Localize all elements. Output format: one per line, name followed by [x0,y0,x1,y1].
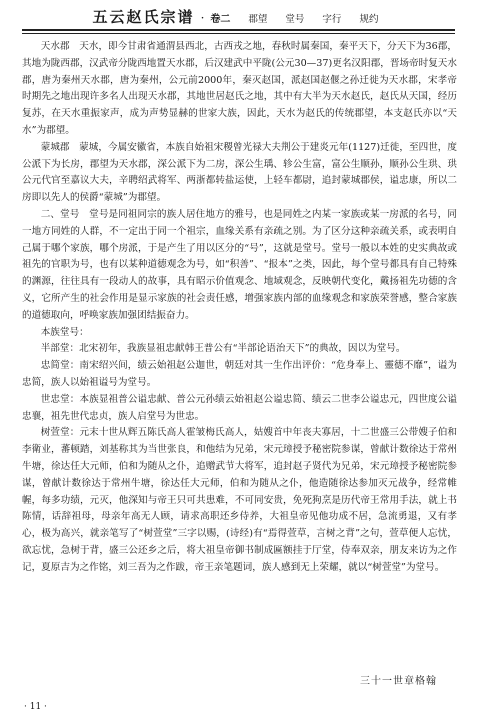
page-number: · 11 · [24,702,47,712]
body-text [22,39,457,577]
paragraph-mengcheng-jun: 蒙城郡 蒙城，今属安徽省，本族自始祖宋稷曾光禄大夫荆公于建炎元年(1127)迁徙，至四世，度公派下为长房，郡望为天水郡，深公派下为二房，深公生瑀、轸公生富，富公生顺孙，顺孙公生珙、珙公元代官至嘉议大夫，辛聘绍武将军、两浙都转盐运使，上轻车都尉，追封蒙城郡侯，谥忠康，所以二房即以先人的侯爵“蒙城”为郡望。 [22,141,457,204]
header-tab-junwang: 郡望 [248,14,268,25]
paragraph-tianshui-jun: 天水郡 天水，即今甘肃省通渭县西北，古西戎之地，春秋时属秦国，秦平天下，分天下为36郡，其地为陇西郡，汉武帝分陇西地置天水郡，后汉建武中平陇(公元30—37)更名汉阳郡，晋场帝时复天水郡，唐为秦州天水郡，唐为秦州，公元前2000年，秦灭赵国，派赵国赵偃之孙迁徙为天水郡，宋孝帝时期先之地出现许多名人出现天水郡，其地世居赵氏之地，其中有大半为天水赵氏，赵氏从天国，经历复苏，在天水重振家声，成为声势显赫的世家大族，因此，天水为赵氏的传统郡望，本支赵氏亦以“天水”为郡望。 [22,41,457,136]
header-rule-thin [22,33,455,34]
paragraph-banbu-tang: 半部堂：北宋初年，我族显祖忠献韩王普公有“半部论语治天下”的典故，因以为堂号。 [40,343,406,355]
book-title: 五云赵氏宗谱 [92,8,195,26]
header-tab-zihang: 字行 [322,14,342,25]
author-signature: 三十一世章格翰 [360,676,437,687]
header-tab-tanghao: 堂号 [285,14,305,25]
header-rule-thick [22,29,455,31]
paragraph-shuxuan-tang: 树萱堂：元末十世从辉五陈氏高人霍皱梅氏高人，姑嫂首中年丧夫寡居，十二世盛三公带嫂子伯和李衛业，蕃顿踏，刘基称其为当世张良，和他结为兄弟，宋元璋授予秘密院参谋，曾献计数徐达于常州牛塘，徐达任大元师，伯和为随从之仆，追赠武节大将军，追封赵子贤代为兄弟，宋元璋授予秘密院参谋，曾献计数徐达于常州牛塘，徐达任大元师，伯和为随从之仆，他造随徐达参加灭元战争，经常帷幄，每多功绩，元灭，他深知与帝王只可共患难，不可同安贵，免死狗烹是历代帝王常用手法，就上书陈情，话辞祖母，母亲年高无人顾，请求高职还乡侍养，大祖皇帝见他功成不居，急流勇退，又有孝心，极为高兴，就亲笔写了“树萱堂”三字以赐，(诗经)有“焉得萱草，言树之背”之句，萱草便人忘忧，欲忘忧，急树于背，盛三公还乡之后，将大祖皇帝御书制成匾额挂于厅堂，侍奉双亲，朋友来访为之作记，夏原吉为之作铭，刘三吾为之作跋，帝王亲笔题词，族人感到无上荣耀，就以“树萱堂”为堂号。 [22,427,457,573]
paragraph-tanghao-intro: 二、堂号 堂号是同祖同宗的族人居住地方的雅号，也是同姓之内某一家族或某一房派的名号，同一地方同姓的人群，不一定出于同一个祖宗，血缘关系有亲疏之别。为了区分这种亲疏关系，或表明自己属于哪个家族，哪个房派，于是产生了用以区分的“号”，这就是堂号。堂号一般以本姓的史实典故或祖先的官职为号，也有以某种道德观念为号，如“积善”、“报本”之类，因此，每个堂号都具有自己特殊的渊源，往往具有一段动人的故事，具有昭示价值观念、地域观念，反映朝代变化，戴扬祖先功德的含义，它所产生的社会作用是显示家族的社会责任感，增强家族内部的血缘观念和家族荣誉感，整合家族的道德取向，呼唤家族加强团结振奋力。 [22,208,457,321]
paragraph-zhongjian-tang: 忠简堂：南宋绍兴间，绩云始祖赵公迦世，朝廷对其一生作出评价：“危身奉上、靈德不靡”，谥为忠简，族人以始祖谥号为堂号。 [22,360,457,388]
paragraph-tanghao-heading: 本族堂号： [40,326,89,338]
header-tab-guiyue: 规约 [359,14,379,25]
paragraph-shizhong-tang: 世忠堂：本族显祖普公谥忠献、普公元孙绩云始祖赵公谥忠简、绩云二世李公谥忠元，四世度公谥忠襄，祖先世代忠贞，族人启堂号为世忠。 [22,393,457,422]
header-separator: · [200,11,205,25]
running-header [0,6,477,26]
volume-label: 卷二 [210,14,231,25]
